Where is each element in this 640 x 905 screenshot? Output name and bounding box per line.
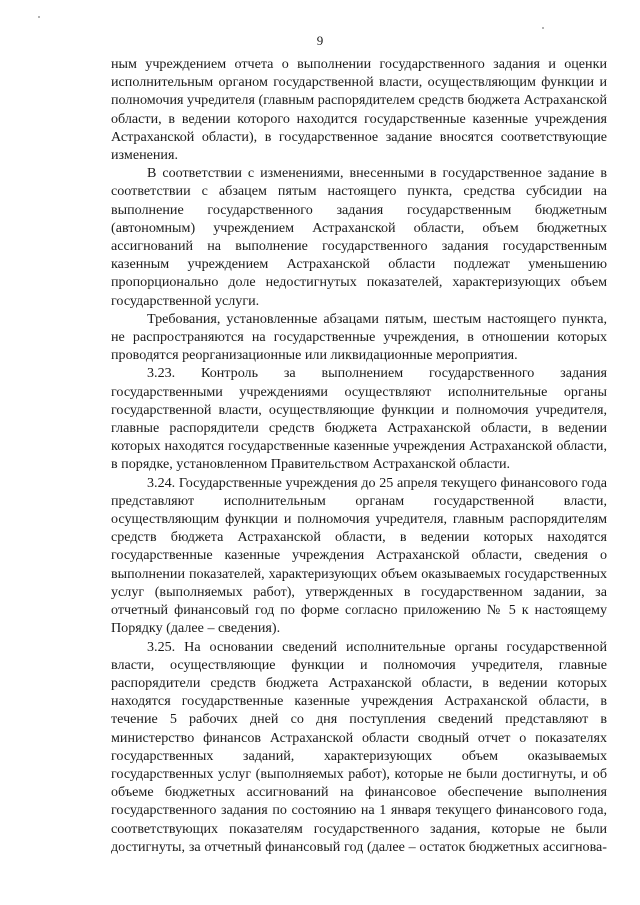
paragraph-continuation: ным учреждением отчета о выполнении государственного задания и оценки исполнительным органом государственной власти, осуществляющим функции и полномочия учредителя (главным распорядителем средств бюджета Астраханской области, в ведении которого находится государственные казенные учреждения Астраханской области), в государственное задание вносятся соответствующие изменения. — [111, 56, 607, 164]
page-number: 9 — [316, 33, 324, 48]
scan-speck — [38, 16, 40, 18]
paragraph-exemption: Требования, установленные абзацами пятым, шестым настоящего пункта, не распространяются на государственные учреждения, в отношении которых проводятся реорганизационные или ликвидационные мероприятия. — [111, 310, 607, 364]
scan-speck — [542, 27, 544, 29]
document-body — [111, 55, 607, 856]
paragraph-3-24: 3.24. Государственные учреждения до 25 апреля текущего финансового года представляют исполнительным органам государственной власти, осуществляющим функции и полномочия учредителя, главным распорядителям средств бюджета Астраханской области, в ведении которых находятся государственные казенные учреждения Астраханской области, сведения о выполнении показателей, характеризующих объем оказываемых государственных услуг (выполняемых работ), утвержденных в государственном задании, за отчетный финансовый год по форме согласно приложению № 5 к настоящему Порядку (далее – сведения). — [111, 474, 607, 637]
paragraph-3-25: 3.25. На основании сведений исполнительные органы государственной власти, осуществляющие функции и полномочия учредителя, главные распорядители средств бюджета Астраханской области, в ведении которых находятся государственные казенные учреждения Астраханской области, в течение 5 рабочих дней со дня поступления сведений представляют в министерство финансов Астраханской области сводный отчет о показателях государственных заданий, характеризующих объем оказываемых государственных услуг (выполняемых работ), которые не были достигнуты, и об объеме бюджетных ассигнований на финансовое обеспечение выполнения государственного задания по состоянию на 1 января текущего финансового года, соответствующих показателям государственного задания, которые не были достигнуты, за отчетный финансовый год (далее – остаток бюджетных ассигнова- — [111, 638, 607, 855]
paragraph-subsidy-reduction: В соответствии с изменениями, внесенными в государственное задание в соответствии с абзацем пятым настоящего пункта, средства субсидии на выполнение государственного задания государственным бюджетным (автономным) учреждением Астраханской области, объем бюджетных ассигнований на выполнение государственного задания государственным казенным учреждением Астраханской области подлежат уменьшению пропорционально доле недостигнутых показателей, характеризующих объем государственной услуги. — [111, 165, 607, 309]
paragraph-3-23: 3.23. Контроль за выполнением государственного задания государственными учреждениями осуществляют исполнительные органы государственной власти, осуществляющие функции и полномочия учредителя, главные распорядители средств бюджета Астраханской области, в ведении которых находятся государственные казенные учреждения Астраханской области, в порядке, установленном Правительством Астраханской области. — [111, 365, 607, 473]
